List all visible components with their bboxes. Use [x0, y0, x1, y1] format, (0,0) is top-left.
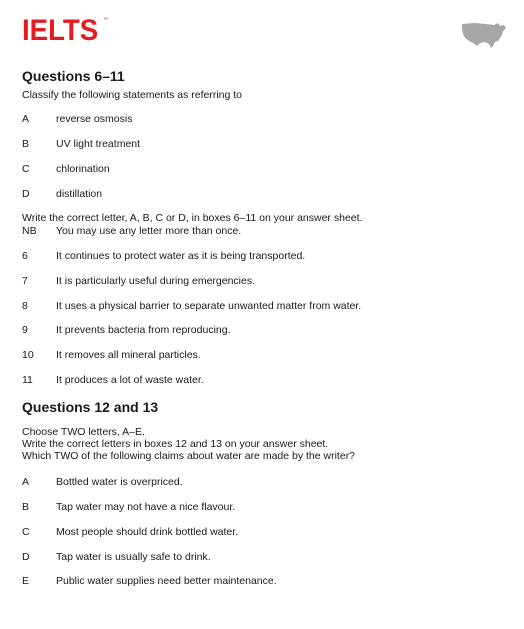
claim-letter: B — [22, 501, 30, 513]
option-text: UV light treatment — [56, 138, 141, 150]
claim-text: Tap water is usually safe to drink. — [56, 551, 211, 563]
statement-number: 10 — [22, 349, 34, 361]
statement-text: It removes all mineral particles. — [56, 349, 201, 361]
ielts-logo: IELTS — [22, 14, 99, 47]
statement-text: It prevents bacteria from reproducing. — [56, 324, 231, 336]
section-title-q12-13: Questions 12 and 13 — [22, 399, 159, 415]
claim-letter: D — [22, 551, 30, 563]
trademark-symbol: ™ — [103, 17, 108, 23]
instruction-write: Write the correct letters in boxes 12 and 13 on your answer sheet. — [22, 438, 329, 450]
claim-letter: C — [22, 526, 30, 538]
claim-text: Public water supplies need better maintenance. — [56, 575, 277, 587]
statement-number: 11 — [22, 374, 33, 386]
nb-text: You may use any letter more than once. — [56, 225, 242, 237]
statement-text: It continues to protect water as it is being transported. — [56, 250, 306, 262]
statement-text: It produces a lot of waste water. — [56, 374, 204, 386]
nb-label: NB — [22, 225, 37, 237]
claim-text: Most people should drink bottled water. — [56, 526, 239, 538]
write-instruction: Write the correct letter, A, B, C or D, in boxes 6–11 on your answer sheet. — [22, 212, 363, 224]
option-letter: A — [22, 113, 30, 125]
statement-text: It uses a physical barrier to separate unwanted matter from water. — [56, 300, 362, 312]
option-letter: D — [22, 188, 30, 200]
option-letter: C — [22, 163, 30, 175]
statement-number: 8 — [22, 300, 28, 312]
claim-text: Bottled water is overpriced. — [56, 476, 183, 488]
statement-number: 7 — [22, 275, 28, 287]
statement-number: 6 — [22, 250, 28, 262]
usa-map-icon — [460, 20, 508, 50]
instruction-choose: Choose TWO letters, A–E. — [22, 426, 145, 438]
claim-text: Tap water may not have a nice flavour. — [56, 501, 236, 513]
option-text: reverse osmosis — [56, 113, 133, 125]
option-letter: B — [22, 138, 30, 150]
claim-letter: A — [22, 476, 30, 488]
section-title-q6-11: Questions 6–11 — [22, 68, 125, 84]
statement-number: 9 — [22, 324, 28, 336]
claim-letter: E — [22, 575, 30, 587]
option-text: distillation — [56, 188, 103, 200]
instruction-classify: Classify the following statements as referring to — [22, 89, 243, 101]
option-text: chlorination — [56, 163, 110, 175]
statement-text: It is particularly useful during emergencies. — [56, 275, 256, 287]
instruction-which: Which TWO of the following claims about water are made by the writer? — [22, 450, 356, 462]
